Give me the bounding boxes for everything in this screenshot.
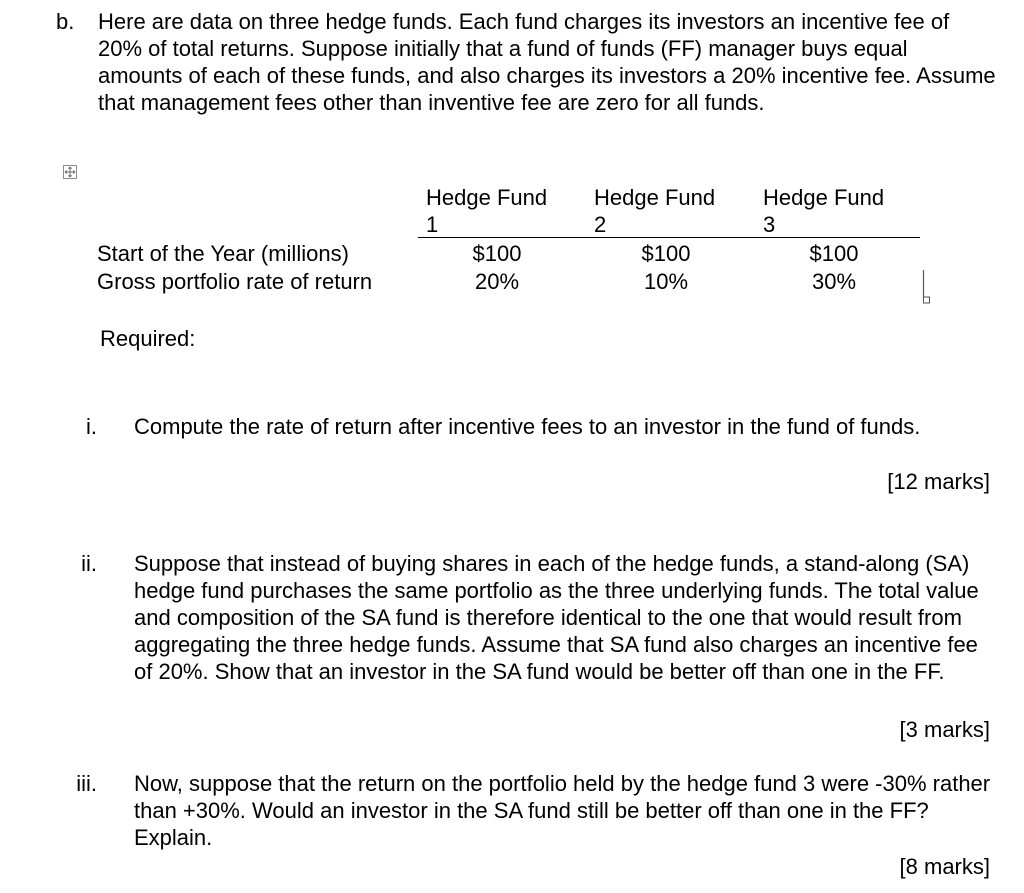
table-cell: 20% — [474, 269, 520, 294]
table-row-label-return: Gross portfolio rate of return — [97, 269, 373, 294]
table-header-fund-3: Hedge Fund 3 — [763, 185, 885, 237]
part-b-text: Here are data on three hedge funds. Each fund charges its investors an incentive fee of 20% of total returns. Suppose initially that a fund of funds (FF) manager buys equal amounts of each of these funds, and also charges its investors a 20% incentive fee. Assume that management fees other than inventive fee are zero for all funds. — [98, 9, 996, 115]
question-1-number: i. — [86, 414, 97, 439]
question-1-marks: [12 marks] — [887, 469, 990, 494]
question-1-text: Compute the rate of return after incentive fees to an investor in the fund of funds. — [134, 414, 921, 439]
table-resize-handle-icon[interactable] — [922, 270, 932, 304]
table-cell: $100 — [809, 241, 859, 266]
question-3-text: Now, suppose that the return on the portfolio held by the hedge fund 3 were -30% rather than +30%. Would an investor in the SA fund still be better off than one in the FF? Explain. — [134, 771, 991, 850]
table-row-label-start: Start of the Year (millions) — [97, 241, 349, 266]
table-cell: 10% — [643, 269, 689, 294]
required-label: Required: — [100, 326, 196, 351]
table-header-rule — [418, 237, 920, 238]
part-b-label: b. — [56, 9, 75, 34]
table-move-handle-icon[interactable] — [63, 165, 77, 179]
question-2-number: ii. — [81, 551, 97, 576]
table-cell: 30% — [811, 269, 857, 294]
table-header-fund-1: Hedge Fund 1 — [426, 185, 548, 237]
question-3-number: iii. — [76, 771, 97, 796]
table-cell: $100 — [472, 241, 522, 266]
question-3-marks: [8 marks] — [899, 854, 990, 879]
question-2-text: Suppose that instead of buying shares in each of the hedge funds, a stand-along (SA) hedge fund purchases the same portfolio as the three underlying funds. The total value and composition of the SA fund is therefore identical to the one that would result from aggregating the three hedge funds. Assume that SA fund also charges an incentive fee of 20%. Show that an investor in the SA fund would be better off than one in the FF. — [134, 551, 979, 684]
table-header-fund-2: Hedge Fund 2 — [594, 185, 716, 237]
table-cell: $100 — [641, 241, 691, 266]
question-2-marks: [3 marks] — [899, 717, 990, 742]
